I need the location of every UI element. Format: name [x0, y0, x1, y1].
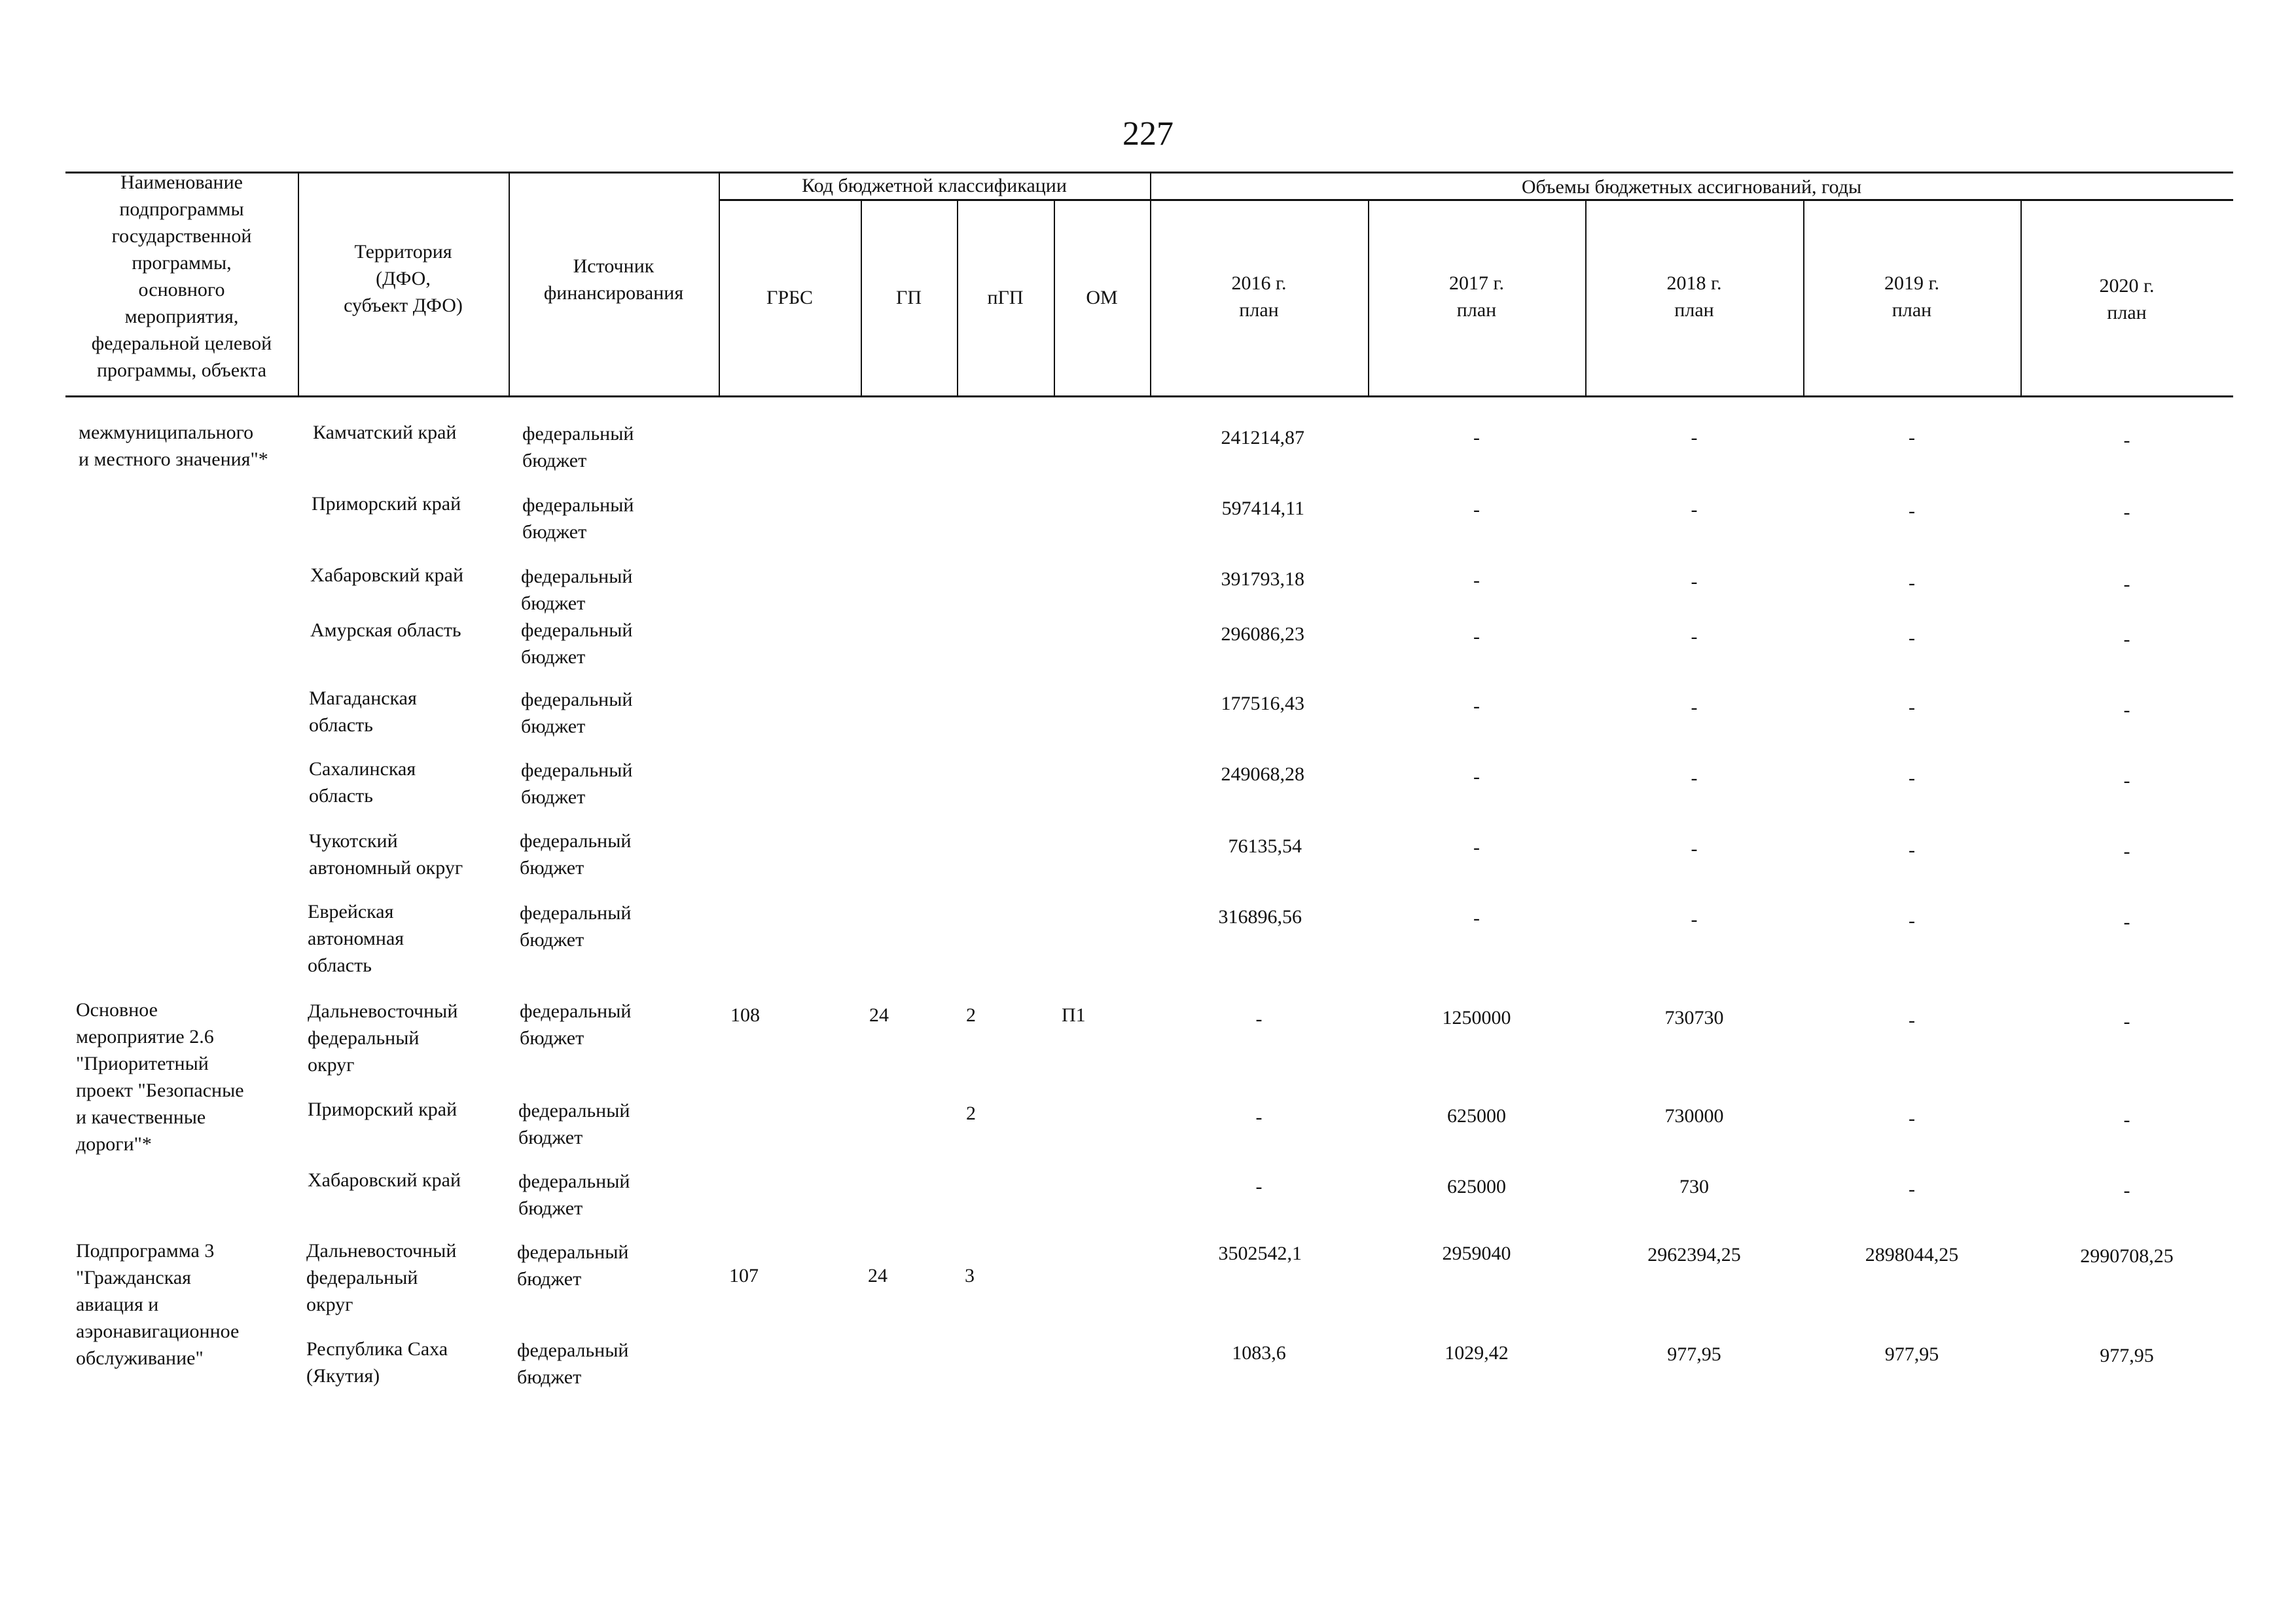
territory-cell	[308, 1167, 461, 1194]
header-line: подпрограммы	[119, 198, 244, 220]
source-line: федеральный	[521, 689, 633, 710]
block-name-line: мероприятие 2.6	[76, 1026, 214, 1048]
grbs-cell: 107	[729, 1265, 759, 1286]
header-line: Источник	[573, 255, 655, 277]
value-2016: 597414,11	[1221, 498, 1304, 519]
block-name-line: "Приоритетный	[76, 1053, 209, 1074]
plan-label: план	[1456, 299, 1497, 321]
territory-line: (Якутия)	[306, 1365, 380, 1387]
value-2019: -	[1909, 1178, 1915, 1200]
header-line: программы,	[132, 252, 232, 274]
territory-cell	[308, 998, 457, 1078]
value-2018: -	[1691, 626, 1698, 647]
value-2016: 241214,87	[1221, 427, 1304, 448]
territory-line: область	[308, 955, 372, 976]
territory-line: округ	[308, 1054, 355, 1076]
source-cell	[522, 420, 634, 474]
year-label: 2017 г.	[1449, 272, 1504, 294]
header-line: субъект ДФО)	[344, 295, 463, 316]
source-line: федеральный	[522, 494, 634, 516]
value-2018: -	[1691, 909, 1698, 930]
value-2017: -	[1473, 427, 1480, 448]
plan-label: план	[1674, 299, 1714, 321]
pgp-cell: 2	[966, 1103, 976, 1124]
header-year-2020	[2020, 272, 2233, 326]
source-line: федеральный	[518, 1100, 630, 1122]
source-cell	[520, 828, 631, 881]
territory-cell	[310, 562, 463, 589]
header-om: ОМ	[1086, 286, 1118, 308]
source-line: бюджет	[520, 929, 584, 951]
value-2019: -	[1909, 1108, 1915, 1129]
header-territory-column	[298, 238, 509, 319]
territory-line: область	[309, 785, 373, 807]
territory-line: федеральный	[306, 1267, 418, 1288]
source-cell	[521, 686, 632, 740]
source-line: бюджет	[518, 1127, 583, 1148]
value-2020: 977,95	[2100, 1345, 2154, 1366]
value-2020: -	[2123, 629, 2130, 650]
gp-cell: 24	[869, 1004, 889, 1026]
block-name-line: Основное	[76, 999, 158, 1021]
territory-cell	[309, 828, 463, 881]
value-2020: -	[2123, 770, 2130, 792]
value-2017: -	[1473, 499, 1480, 520]
source-line: федеральный	[522, 423, 634, 445]
header-line: программы, объекта	[96, 359, 267, 381]
territory-line: автономная	[308, 928, 404, 949]
header-line: мероприятия,	[124, 306, 239, 327]
value-2020: -	[2123, 429, 2130, 451]
source-line: федеральный	[518, 1171, 630, 1192]
source-cell	[518, 1168, 630, 1222]
source-cell	[517, 1239, 628, 1292]
source-line: бюджет	[520, 1027, 584, 1049]
header-pgp: пГП	[987, 286, 1024, 308]
territory-line: Чукотский	[309, 830, 398, 852]
header-line: федеральной целевой	[91, 333, 272, 354]
source-line: федеральный	[521, 759, 633, 781]
gp-cell: 24	[868, 1265, 888, 1286]
block-name-line: обслуживание"	[76, 1347, 204, 1369]
header-year-2017	[1368, 270, 1585, 323]
header-year-2019	[1803, 270, 2020, 323]
source-cell	[521, 563, 632, 617]
value-2019: -	[1909, 697, 1915, 718]
source-line: федеральный	[520, 1000, 632, 1022]
value-2019: -	[1909, 572, 1915, 594]
value-2018: 730000	[1664, 1105, 1724, 1127]
pgp-cell: 2	[966, 1004, 976, 1026]
block-name-line: "Гражданская	[76, 1267, 191, 1288]
source-line: бюджет	[521, 646, 586, 668]
territory-cell	[306, 1237, 456, 1318]
territory-cell	[308, 898, 404, 979]
value-2017: -	[1473, 907, 1480, 929]
year-label: 2020 г.	[2099, 275, 2155, 297]
territory-line: федеральный	[308, 1027, 420, 1049]
territory-line: Дальневосточный	[308, 1000, 458, 1022]
block-name	[76, 1237, 239, 1372]
value-2017: -	[1473, 626, 1480, 647]
header-volumes-group: Объемы бюджетных ассигнований, годы	[1521, 175, 1862, 198]
source-cell	[522, 492, 634, 545]
territory-cell	[309, 685, 417, 739]
territory-cell	[313, 419, 456, 446]
territory-cell	[309, 756, 416, 809]
source-line: бюджет	[521, 716, 586, 737]
value-2017: -	[1473, 570, 1480, 591]
territory-line: область	[309, 714, 373, 736]
block-name-line: Подпрограмма 3	[76, 1240, 215, 1262]
header-grbs: ГРБС	[766, 286, 814, 308]
value-2019: -	[1909, 910, 1915, 932]
source-line: федеральный	[517, 1340, 629, 1361]
block-name-line: и местного значения"*	[79, 448, 268, 470]
value-2018: 730	[1679, 1176, 1709, 1197]
territory-line: Магаданская	[309, 687, 417, 709]
source-line: федеральный	[520, 902, 632, 924]
source-line: федеральный	[517, 1241, 629, 1263]
territory-line: Сахалинская	[309, 758, 416, 780]
territory-line: Камчатский край	[313, 422, 457, 443]
block-name-line: межмуниципального	[79, 422, 254, 443]
value-2017: 625000	[1447, 1105, 1506, 1127]
value-2018: -	[1691, 499, 1698, 520]
plan-label: план	[2107, 302, 2147, 323]
value-2020: -	[2123, 574, 2130, 595]
year-label: 2016 г.	[1231, 272, 1287, 294]
block-name-line: проект "Безопасные	[76, 1080, 244, 1101]
source-cell	[521, 617, 632, 670]
territory-line: Еврейская	[308, 901, 394, 922]
value-2017: -	[1473, 695, 1480, 717]
source-line: бюджет	[517, 1268, 582, 1290]
value-2018: -	[1691, 838, 1698, 860]
value-2016: -	[1255, 1008, 1263, 1030]
territory-line: Республика Саха	[306, 1338, 448, 1360]
source-line: бюджет	[518, 1197, 583, 1219]
header-budget-code-group: Код бюджетной классификации	[802, 174, 1067, 196]
value-2017: -	[1473, 837, 1480, 858]
value-2020: -	[2123, 911, 2130, 933]
value-2016: 316896,56	[1218, 906, 1302, 928]
source-line: бюджет	[520, 857, 584, 879]
value-2018: -	[1691, 697, 1698, 718]
source-cell	[521, 757, 632, 811]
value-2019: 2898044,25	[1865, 1244, 1959, 1266]
value-2017: 2959040	[1442, 1243, 1511, 1264]
value-2020: -	[2123, 1180, 2130, 1201]
territory-cell	[306, 1336, 448, 1389]
source-line: бюджет	[522, 521, 587, 543]
plan-label: план	[1239, 299, 1279, 321]
header-year-2018	[1585, 270, 1803, 323]
year-label: 2018 г.	[1666, 272, 1722, 294]
value-2016: 76135,54	[1228, 835, 1302, 857]
header-bottom-rule	[65, 395, 2233, 397]
value-2019: 977,95	[1884, 1343, 1939, 1365]
source-line: бюджет	[521, 786, 586, 808]
territory-cell	[310, 617, 461, 644]
header-year-2016	[1150, 270, 1368, 323]
territory-cell	[312, 490, 461, 517]
value-2018: 977,95	[1667, 1343, 1721, 1365]
block-name-line: аэронавигационное	[76, 1321, 240, 1342]
pgp-cell: 3	[965, 1265, 975, 1286]
value-2019: -	[1909, 500, 1915, 522]
value-2016: 1083,6	[1232, 1342, 1286, 1364]
value-2019: -	[1909, 767, 1915, 789]
value-2017: 1250000	[1442, 1007, 1511, 1029]
header-line: основного	[138, 279, 225, 301]
value-2020: -	[2123, 1011, 2130, 1032]
om-cell: П1	[1062, 1004, 1086, 1026]
territory-line: автономный округ	[309, 857, 463, 879]
value-2016: 249068,28	[1221, 763, 1304, 785]
header-line: (ДФО,	[376, 268, 431, 289]
block-name	[76, 996, 244, 1158]
territory-line: Дальневосточный	[306, 1240, 457, 1262]
source-line: федеральный	[521, 566, 633, 587]
source-line: федеральный	[521, 619, 633, 641]
value-2016: 391793,18	[1221, 568, 1304, 590]
value-2016: 3502542,1	[1218, 1243, 1302, 1264]
territory-line: Хабаровский край	[308, 1169, 461, 1191]
value-2018: 730730	[1664, 1007, 1724, 1029]
page-number: 227	[1122, 115, 1174, 153]
plan-label: план	[1892, 299, 1932, 321]
block-name	[79, 419, 268, 473]
header-source-column	[509, 253, 719, 306]
territory-line: округ	[306, 1294, 353, 1315]
block-name-line: дороги"*	[76, 1133, 152, 1155]
value-2019: -	[1909, 1010, 1915, 1031]
value-2019: -	[1909, 627, 1915, 649]
territory-line: Хабаровский край	[310, 564, 463, 586]
source-cell	[517, 1337, 628, 1391]
header-gp: ГП	[895, 286, 922, 308]
value-2016: 296086,23	[1221, 623, 1304, 645]
value-2016: -	[1255, 1106, 1263, 1128]
header-line: государственной	[111, 225, 252, 247]
territory-line: Амурская область	[310, 619, 461, 641]
value-2020: -	[2123, 699, 2130, 721]
territory-line: Приморский край	[312, 493, 461, 515]
value-2018: -	[1691, 427, 1698, 448]
value-2019: -	[1909, 839, 1915, 861]
value-2020: 2990708,25	[2080, 1245, 2174, 1267]
source-cell	[518, 1097, 630, 1151]
source-line: федеральный	[520, 830, 632, 852]
value-2017: 625000	[1447, 1176, 1506, 1197]
source-line: бюджет	[521, 593, 586, 614]
grbs-cell: 108	[730, 1004, 760, 1026]
territory-cell	[308, 1096, 457, 1123]
value-2020: -	[2123, 841, 2130, 862]
value-2018: -	[1691, 571, 1698, 593]
source-line: бюджет	[517, 1366, 582, 1388]
source-cell	[520, 998, 631, 1051]
block-name-line: авиация и	[76, 1294, 159, 1315]
block-name-line: и качественные	[76, 1106, 206, 1128]
value-2018: -	[1691, 767, 1698, 789]
value-2019: -	[1909, 427, 1915, 448]
header-line: Территория	[354, 241, 452, 263]
header-line: Наименование	[120, 172, 243, 193]
source-cell	[520, 900, 631, 953]
source-line: бюджет	[522, 450, 587, 471]
value-2017: 1029,42	[1444, 1342, 1509, 1364]
header-name-column	[65, 169, 298, 384]
value-2016: -	[1255, 1176, 1263, 1197]
territory-line: Приморский край	[308, 1099, 457, 1120]
value-2020: -	[2123, 501, 2130, 523]
value-2016: 177516,43	[1221, 693, 1304, 714]
value-2020: -	[2123, 1109, 2130, 1131]
value-2017: -	[1473, 766, 1480, 788]
header-line: финансирования	[543, 282, 684, 304]
value-2018: 2962394,25	[1647, 1244, 1741, 1266]
year-label: 2019 г.	[1884, 272, 1939, 294]
